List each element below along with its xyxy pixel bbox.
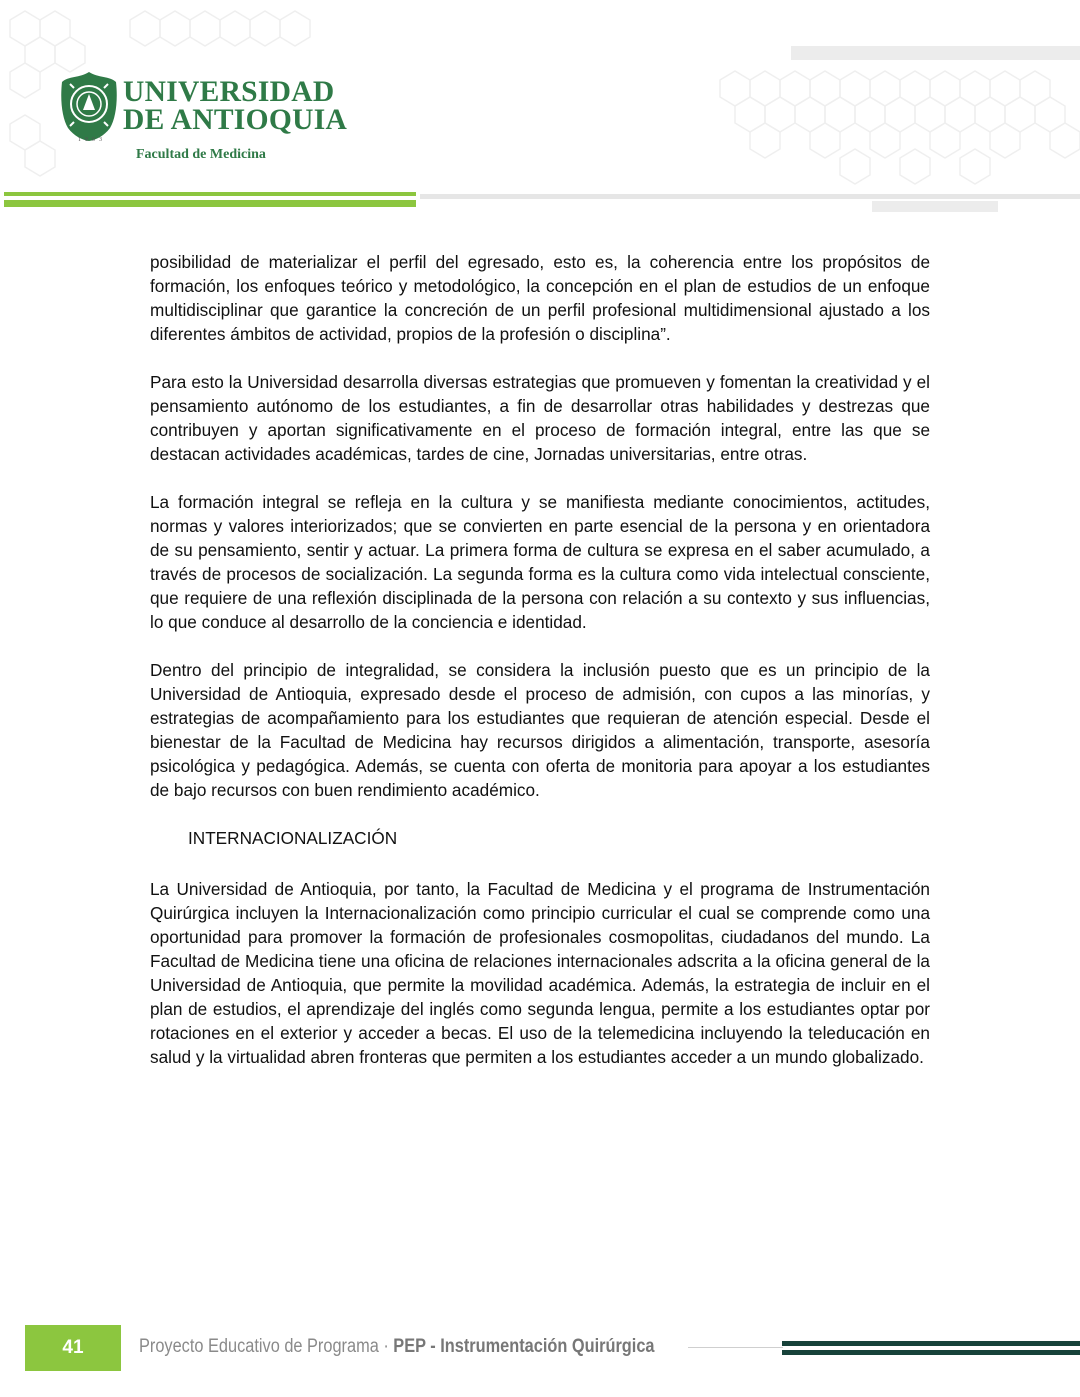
paragraph: La formación integral se refleja en la cultura y se manifiesta mediante conocimientos, actitudes, normas y valores interiorizados; que se convierten en parte esencial de la persona y en orientadora de su pensamiento, sentir y actuar. La primera forma de cultura se expresa en el saber acumulado, a través de procesos de socialización. La segunda forma es la cultura como vida intelectual consciente, que requiere de una reflexión disciplinada de la persona con relación a su contexto y sus influencias, lo que conduce al desarrollo de la conciencia e identidad. [150, 492, 930, 632]
header-grey-bar-small [872, 201, 998, 212]
header-grey-bar [420, 194, 1080, 199]
university-name [123, 78, 347, 134]
header-green-bar-thick [4, 200, 416, 207]
footer-divider [688, 1347, 783, 1348]
header-green-bar [4, 192, 416, 196]
footer-dark-bar [782, 1341, 1080, 1346]
logo-year: 1803 [78, 137, 106, 143]
footer-title [139, 1336, 655, 1358]
university-name-line2: DE ANTIOQUIA [123, 104, 348, 136]
page-number: 41 [25, 1325, 121, 1371]
paragraph: La Universidad de Antioquia, por tanto, la Facultad de Medicina y el programa de Instrumentación Quirúrgica incluyen la Internacionalización como principio curricular el cual se comprende como una oportunidad para promover la formación de profesionales cosmopolitas, ciudadanos del mundo. La Facultad de Medicina tiene una oficina de relaciones internacionales adscrita a la oficina general de la Universidad de Antioquia, que permite la movilidad académica. Además, la estrategia de incluir en el plan de estudios, el aprendizaje del inglés como segunda lengua, permite a los estudiantes optar por rotaciones en el exterior y acceder a becas. El uso de la telemedicina incluyendo la teleducación en salud y la virtualidad abren fronteras que permiten a los estudiantes acceder a un mundo globalizado. [150, 879, 930, 1067]
faculty-name: Facultad de Medicina [136, 147, 266, 162]
university-seal-icon [58, 70, 120, 142]
paragraph: Dentro del principio de integralidad, se considera la inclusión puesto que es un principio de la Universidad de Antioquia, expresado desde el proceso de admisión, con cupos a las minorías, y estrategias de acompañamiento para los estudiantes que requieran de atención especial. Desde el bienestar de la Facultad de Medicina hay recursos dirigidos a alimentación, transporte, asesoría psicológica y pedagógica. Además, se cuenta con oferta de monitoria para apoyar a los estudiantes de bajo recursos con buen rendimiento académico. [150, 660, 930, 800]
paragraph: Para esto la Universidad desarrolla diversas estrategias que promueven y fomentan la creatividad y el pensamiento autónomo de los estudiantes, a fin de desarrollar otras habilidades y destrezas que contribuyen y aportan significativamente en el proceso de formación integral, entre las que se destacan actividades académicas, tardes de cine, Jornadas universitarias, entre otras. [150, 372, 930, 464]
footer-title-prefix: Proyecto Educativo de Programa · [139, 1336, 394, 1357]
footer-title-bold: PEP - Instrumentación Quirúrgica [393, 1336, 655, 1357]
section-heading: INTERNACIONALIZACIÓN [188, 828, 398, 848]
paragraph: posibilidad de materializar el perfil del egresado, esto es, la coherencia entre los propósitos de formación, los enfoques teórico y metodológico, la concepción en el plan de estudios de un enfoque multidisciplinar que garantice la concreción de un perfil profesional multidimensional ajustado a los diferentes ámbitos de actividad, propios de la profesión o disciplina”. [150, 252, 930, 344]
footer-dark-bar [782, 1350, 1080, 1355]
university-name-line1: UNIVERSIDAD [123, 76, 335, 108]
header-grey-bar-top [791, 46, 1080, 60]
document-body [150, 250, 930, 1093]
